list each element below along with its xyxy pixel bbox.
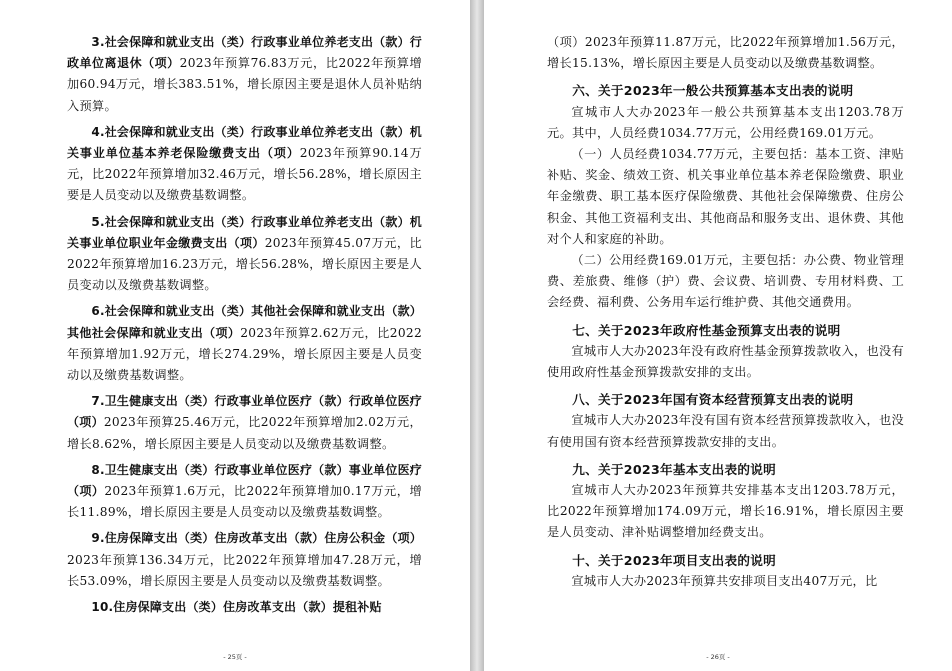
item-body: 2023年预算90.14万元，比2022年预算增加32.46万元，增长56.28%，增长原因主要是人员变动以及缴费基数调整。 [67,146,422,203]
item-heading: 6.社会保障和就业支出（类）其他社会保障和就业支出（款）其他社会保障和就业支出（项） [67,304,422,340]
item-5 [67,212,422,297]
item-heading: 3.社会保障和就业支出（类）行政事业单位养老支出（款）行政单位离退休（项） [67,35,422,71]
right-page [484,0,952,671]
page-number: - 26页 - [706,653,730,661]
item-7 [67,391,422,455]
section-paragraph: （一）人员经费1034.77万元，主要包括：基本工资、津贴补贴、奖金、绩效工资、机关事业单位基本养老保险缴费、职业年金缴费、职工基本医疗保险缴费、其他社会保障缴费、住房公积金、其他工资福利支出、其他商品和服务支出、退休费、其他对个人和家庭的补助。 [547,147,904,246]
section-paragraph: 宣城市人大办2023年预算共安排项目支出407万元，比 [571,573,878,588]
left-page-content [67,32,422,618]
item-heading: 10.住房保障支出（类）住房改革支出（款）提租补贴 [91,600,382,615]
section-paragraph: 宣城市人大办2023年一般公共预算基本支出1203.78万元。其中，人员经费1034.77万元，公用经费169.01万元。 [547,104,904,140]
item-6 [67,301,422,386]
item-10 [67,597,422,618]
section-heading-6: 六、关于2023年一般公共预算基本支出表的说明 [572,83,854,99]
item-heading: 8.卫生健康支出（类）行政事业单位医疗（款）事业单位医疗（项） [67,462,422,499]
section-heading-7: 七、关于2023年政府性基金预算支出表的说明 [572,322,841,338]
section-heading-9: 九、关于2023年基本支出表的说明 [572,461,777,477]
section-paragraph: 宣城市人大办2023年预算共安排基本支出1203.78万元，比2022年预算增加174.09万元，增长16.91%，增长原因主要是人员变动、津补贴调整增加经费支出。 [547,483,904,540]
item-body: 2023年预算1.6万元，比2022年预算增加0.17万元，增长11.89%，增长原因主要是人员变动以及缴费基数调整。 [67,484,422,520]
continuation-paragraph: （项）2023年预算11.87万元，比2022年预算增加1.56万元，增长15.13%，增长原因主要是人员变动以及缴费基数调整。 [547,35,904,71]
section-paragraph: 宣城市人大办2023年没有政府性基金预算拨款收入，也没有使用政府性基金预算拨款安排的支出。 [547,343,904,380]
item-body: 2023年预算25.46万元，比2022年预算增加2.02万元，增长8.62%，增长原因主要是人员变动以及缴费基数调整。 [67,415,422,451]
item-heading: 5.社会保障和就业支出（类）行政事业单位养老支出（款）机关事业单位职业年金缴费支出（项） [67,214,422,250]
section-heading-10: 十、关于2023年项目支出表的说明 [572,552,777,568]
item-body: 2023年预算45.07万元，比2022年预算增加16.23万元，增长56.28%，增长原因主要是人员变动以及缴费基数调整。 [67,235,422,293]
book-spine [470,0,484,671]
item-heading: 7.卫生健康支出（类）行政事业单位医疗（款）行政单位医疗（项） [67,394,422,430]
page-number: - 25页 - [223,653,247,661]
item-3 [67,32,422,117]
item-body: 2023年预算136.34万元，比2022年预算增加47.28万元，增长53.09%，增长原因主要是人员变动以及缴费基数调整。 [67,552,422,588]
item-body: 2023年预算2.62万元，比2022年预算增加1.92万元，增长274.29%，增长原因主要是人员变动以及缴费基数调整。 [67,325,422,383]
item-heading: 4.社会保障和就业支出（类）行政事业单位养老支出（款）机关事业单位基本养老保险缴费支出（项） [67,124,422,161]
section-paragraph: （二）公用经费169.01万元，主要包括：办公费、物业管理费、差旅费、维修（护）费、会议费、培训费、专用材料费、工会经费、福利费、公务用车运行维护费、其他交通费用。 [547,253,904,310]
left-page [0,0,470,671]
section-heading-8: 八、关于2023年国有资本经营预算支出表的说明 [572,392,854,408]
item-heading: 9.住房保障支出（类）住房改革支出（款）住房公积金（项） [91,531,422,546]
item-9 [67,528,422,592]
item-4 [67,122,422,207]
right-page-content [547,32,904,592]
item-body: 2023年预算76.83万元，比2022年预算增加60.94万元，增长383.51%，增长原因主要是退休人员补贴纳入预算。 [67,56,422,113]
section-paragraph: 宣城市人大办2023年没有国有资本经营预算拨款收入，也没有使用国有资本经营预算拨款安排的支出。 [547,413,904,449]
item-8 [67,460,422,524]
